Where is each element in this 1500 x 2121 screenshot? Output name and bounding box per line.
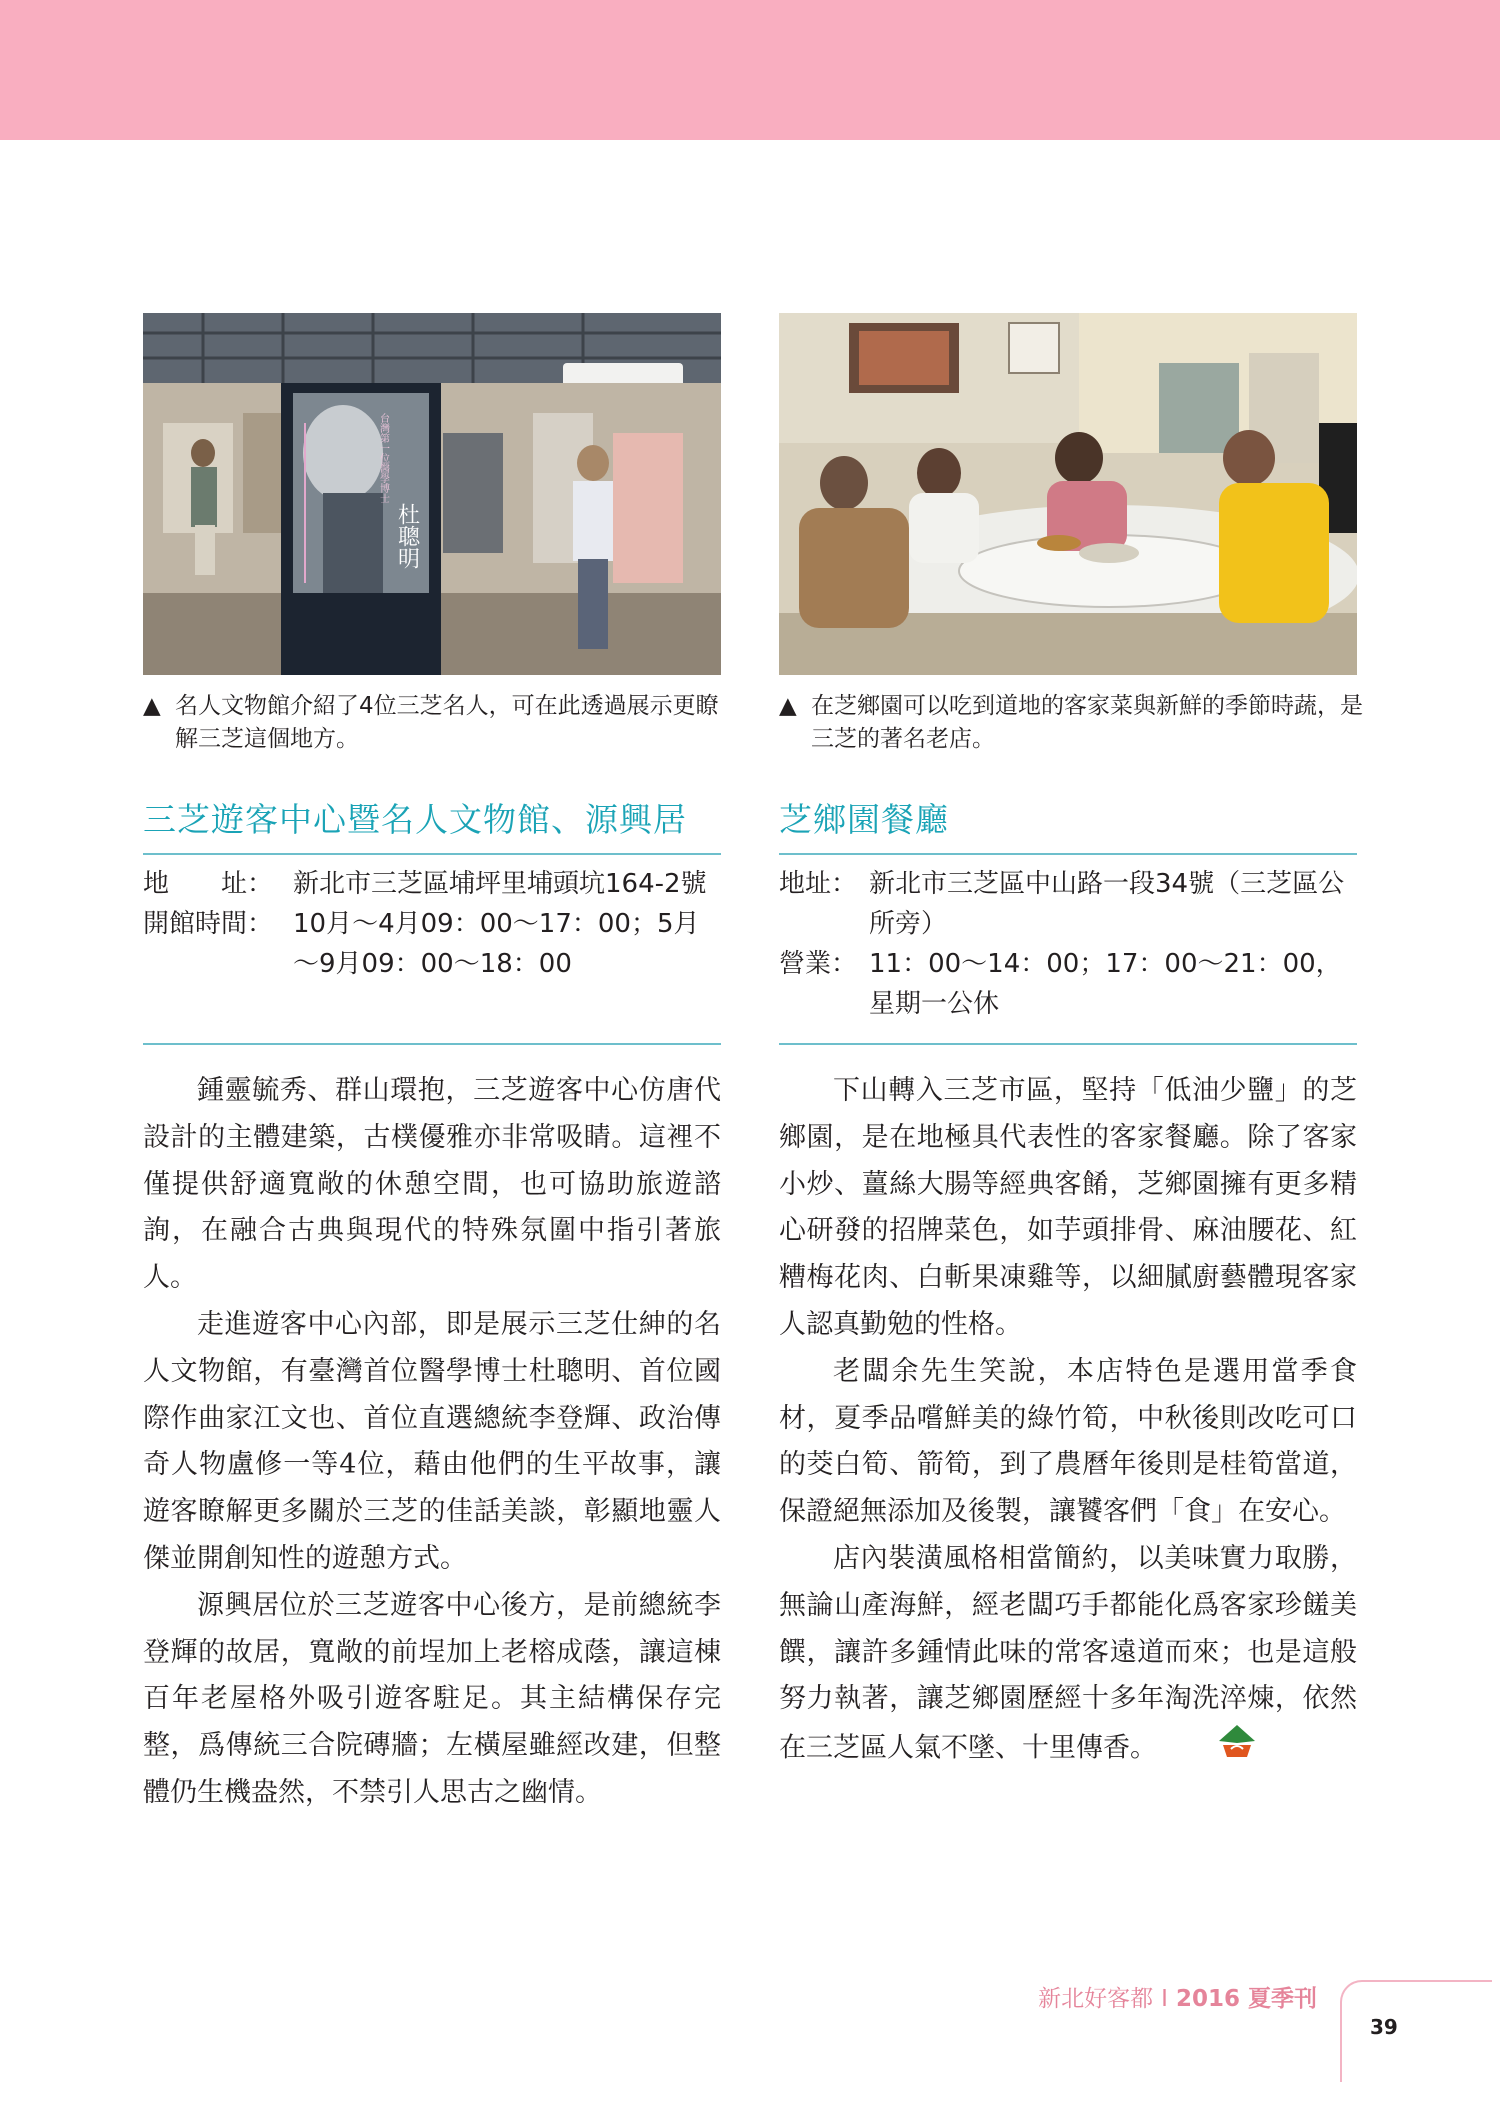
paragraph: 下山轉入三芝市區，堅持「低油少鹽」的芝鄉園，是在地極具代表性的客家餐廳。除了客家小炒、薑絲大腸等經典客餚，芝鄉園擁有更多精心研發的招牌菜色，如芋頭排骨、麻油腰花、紅糟梅花肉、白斬果凍雞等，以細膩廚藝體現客家人認真勤勉的性格。 xyxy=(779,1075,1357,1340)
portrait-subtitle-text: 台灣第一位醫學博士 xyxy=(377,413,389,503)
paragraph xyxy=(779,1536,1357,1775)
restaurant-photo xyxy=(779,313,1357,675)
caption-left xyxy=(143,690,733,756)
page-number: 39 xyxy=(1370,2015,1398,2039)
caption-left-text: 名人文物館介紹了4位三芝名人，可在此透過展示更瞭解三芝這個地方。 xyxy=(175,693,719,752)
info-row-address xyxy=(779,864,1359,944)
paragraph: 老闆余先生笑說，本店特色是選用當季食材，夏季品嚐鮮美的綠竹筍，中秋後則改吃可口的茭白筍、箭筍，到了農曆年後則是桂筍當道，保證絕無添加及後製，讓饕客們「食」在安心。 xyxy=(779,1355,1357,1528)
info-value: 新北市三芝區中山路一段34號（三芝區公所旁） xyxy=(869,869,1345,939)
triangle-up-icon: ▲ xyxy=(779,693,797,719)
paragraph-text: 店內裝潢風格相當簡約，以美味實力取勝，無論山產海鮮，經老闆巧手都能化爲客家珍饈美饌，讓許多鍾情此味的常客遠道而來；也是這般努力執著，讓芝鄉園歷經十多年淘洗淬煉，依然在三芝區人氣不墜、十里傳香。 xyxy=(779,1542,1357,1764)
info-label: 營業： xyxy=(779,949,858,979)
caption-right xyxy=(779,690,1369,756)
info-row-address xyxy=(143,864,723,904)
info-label: 地 址： xyxy=(143,869,274,899)
museum-photo xyxy=(143,313,721,675)
article-body-right xyxy=(779,1068,1357,1775)
portrait-name-text: 杜聰明 xyxy=(394,503,420,569)
caption-right-text: 在芝鄉園可以吃到道地的客家菜與新鮮的季節時蔬，是三芝的著名老店。 xyxy=(811,693,1363,752)
article-body-left xyxy=(143,1068,721,1817)
hakka-logo-icon xyxy=(1163,1723,1257,1775)
page-number-frame xyxy=(1340,1980,1492,2082)
info-value: 新北市三芝區埔坪里埔頭坑164-2號 xyxy=(293,869,707,899)
footer-publication xyxy=(1038,1980,1317,2013)
triangle-up-icon: ▲ xyxy=(143,693,161,719)
section-title-right: 芝鄉園餐廳 xyxy=(779,800,949,839)
divider-right-bottom xyxy=(779,1043,1357,1045)
divider-left-top xyxy=(143,853,721,855)
paragraph: 走進遊客中心內部，即是展示三芝仕紳的名人文物館，有臺灣首位醫學博士杜聰明、首位國際作曲家江文也、首位直選總統李登輝、政治傳奇人物盧修一等4位，藉由他們的生平故事，讓遊客瞭解更多關於三芝的佳話美談，彰顯地靈人傑並開創知性的遊憩方式。 xyxy=(143,1308,721,1574)
info-label: 地址： xyxy=(779,869,858,899)
info-row-hours xyxy=(779,944,1359,1024)
publication-name: 新北好客都 xyxy=(1038,1986,1154,2012)
paragraph: 源興居位於三芝遊客中心後方，是前總統李登輝的故居，寬敞的前埕加上老榕成蔭，讓這棟百年老屋格外吸引遊客駐足。其主結構保存完整，爲傳統三合院磚牆；左橫屋雖經改建，但整體仍生機盎然，不禁引人思古之幽情。 xyxy=(143,1589,721,1808)
divider-left-bottom xyxy=(143,1043,721,1045)
top-color-band xyxy=(0,0,1500,140)
info-value: 10月～4月09：00～17：00；5月～9月09：00～18：00 xyxy=(293,909,700,979)
paragraph: 鍾靈毓秀、群山環抱，三芝遊客中心仿唐代設計的主體建築，古樸優雅亦非常吸睛。這裡不僅提供舒適寬敞的休憩空間，也可協助旅遊諮詢，在融合古典與現代的特殊氛圍中指引著旅人。 xyxy=(143,1075,721,1294)
info-block-right xyxy=(779,864,1359,1024)
footer-separator: I xyxy=(1161,1986,1168,2012)
issue-label: 2016 夏季刊 xyxy=(1175,1986,1317,2012)
info-value: 11：00～14：00；17：00～21：00，星期一公休 xyxy=(869,949,1342,1019)
info-block-left xyxy=(143,864,723,984)
section-title-left: 三芝遊客中心暨名人文物館、源興居 xyxy=(143,800,687,839)
info-row-hours xyxy=(143,904,723,984)
divider-right-top xyxy=(779,853,1357,855)
info-label: 開館時間： xyxy=(143,909,274,939)
